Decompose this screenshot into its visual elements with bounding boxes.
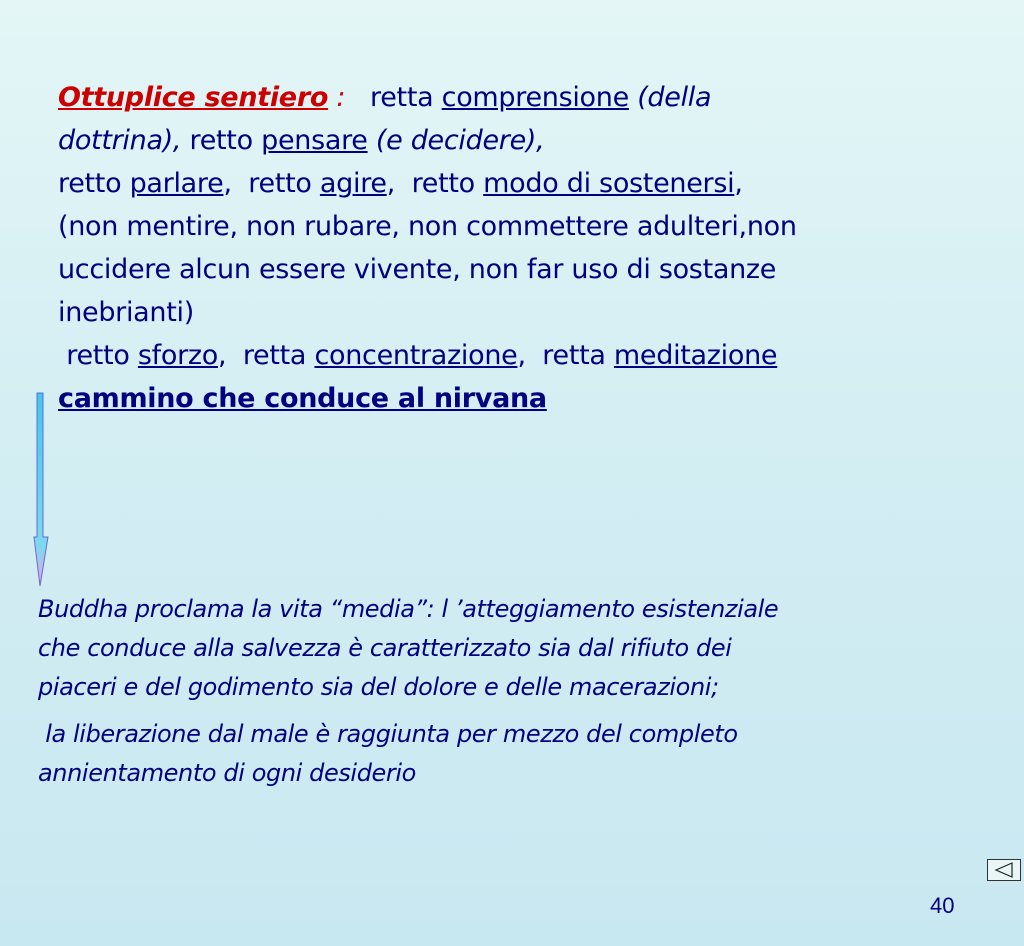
nirvana-path-line: cammino che conduce al nirvana [58,383,547,414]
lower-line-2: che conduce alla salvezza è caratterizzato sia dal rifiuto dei [38,634,732,662]
slide-title: Ottuplice sentiero [58,82,329,113]
lower-line-4: la liberazione dal male è raggiunta per mezzo del completo [38,720,738,748]
back-nav-button[interactable] [987,859,1021,881]
term-pensare: pensare [261,125,368,156]
line-5: uccidere alcun essere vivente, non far uso di sostanze [58,254,777,285]
lower-line-3: piaceri e del godimento sia del dolore e delle macerazioni; [38,673,719,701]
line-2: dottrina), retto pensare (e decidere), [58,125,545,156]
line-7: retto sforzo, retta concentrazione, retta meditazione [58,340,778,371]
term-sforzo: sforzo [137,340,218,371]
lower-line-5: annientamento di ogni desiderio [38,759,416,787]
back-triangle-icon [988,860,1020,880]
term-comprensione: comprensione [441,82,629,113]
term-agire: agire [319,168,387,199]
term-concentrazione: concentrazione [314,340,518,371]
line-4: (non mentire, non rubare, non commettere adulteri,non [58,211,797,242]
term-meditazione: meditazione [613,340,778,371]
eightfold-path-text [58,76,988,420]
lower-line-1: Buddha proclama la vita “media”: l ’atteggiamento esistenziale [38,595,779,623]
down-arrow-icon [33,392,49,587]
line-3: retto parlare, retto agire, retto modo di sostenersi, [58,168,743,199]
term-parlare: parlare [129,168,224,199]
line-1: Ottuplice sentiero : retta comprensione (della [58,82,712,113]
buddha-middle-way-text [38,590,998,793]
line-6: inebrianti) [58,297,194,328]
term-modo-di-sostenersi: modo di sostenersi [483,168,735,199]
page-number: 40 [930,893,955,918]
